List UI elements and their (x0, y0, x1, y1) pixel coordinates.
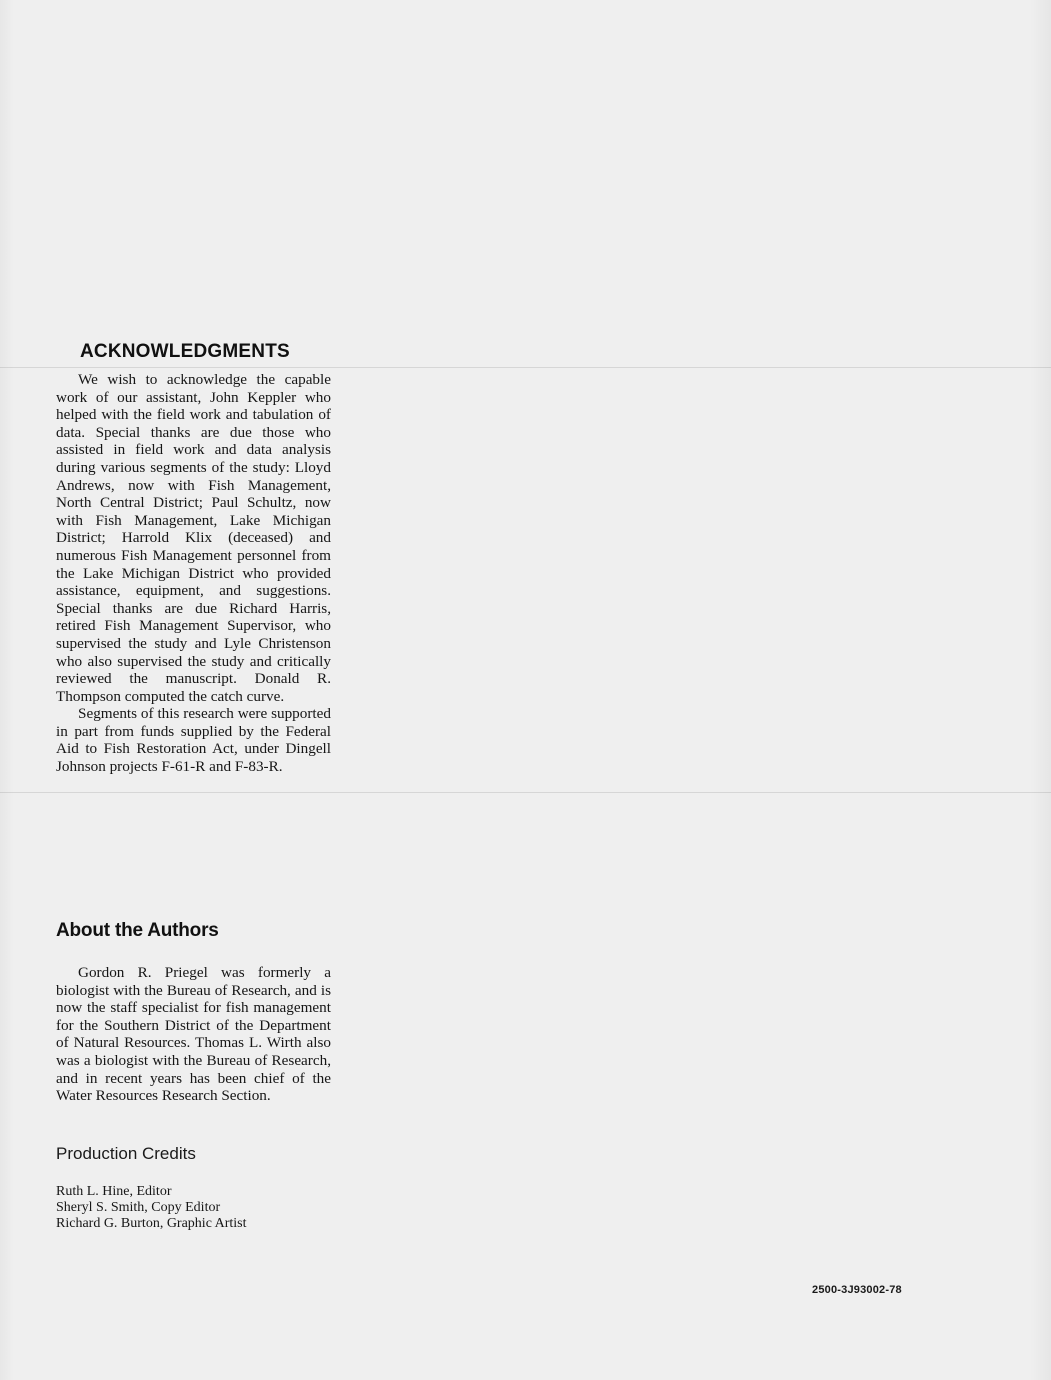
fold-line (0, 367, 1051, 368)
fold-line (0, 792, 1051, 793)
about-authors-paragraph: Gordon R. Priegel was formerly a biologist with the Bureau of Research, and is now the staff specialist for fish management for the Southern District of the Department of Natural Resources. Thomas L. Wirth also was a biologist with the Bureau of Research, and in recent years has been chief of the Water Resources Research Section. (56, 964, 331, 1105)
production-credits-list (56, 1184, 247, 1232)
production-credits-heading: Production Credits (56, 1144, 196, 1163)
about-authors-body (56, 964, 331, 1105)
acknowledgments-paragraph: Segments of this research were supported in part from funds supplied by the Federal Aid to Fish Restoration Act, under Dingell Johnson projects F-61-R and F-83-R. (56, 705, 331, 776)
about-authors-heading: About the Authors (56, 920, 219, 941)
acknowledgments-paragraph: We wish to acknowledge the capable work of our assistant, John Keppler who helped with the field work and tabulation of data. Special thanks are due those who assisted in field work and data analysis during various segments of the study: Lloyd Andrews, now with Fish Management, North Central District; Paul Schultz, now with Fish Management, Lake Michigan District; Harrold Klix (deceased) and numerous Fish Management personnel from the Lake Michigan District who provided assistance, equipment, and suggestions. Special thanks are due Richard Harris, retired Fish Management Supervisor, who supervised the study and Lyle Christenson who also supervised the study and critically reviewed the manuscript. Donald R. Thompson computed the catch curve. (56, 371, 331, 705)
credit-item: Ruth L. Hine, Editor (56, 1184, 172, 1199)
credit-item: Richard G. Burton, Graphic Artist (56, 1216, 247, 1231)
credit-item: Sheryl S. Smith, Copy Editor (56, 1200, 221, 1215)
acknowledgments-heading: ACKNOWLEDGMENTS (80, 341, 290, 362)
document-code: 2500-3J93002-78 (812, 1284, 902, 1296)
acknowledgments-body (56, 371, 331, 776)
